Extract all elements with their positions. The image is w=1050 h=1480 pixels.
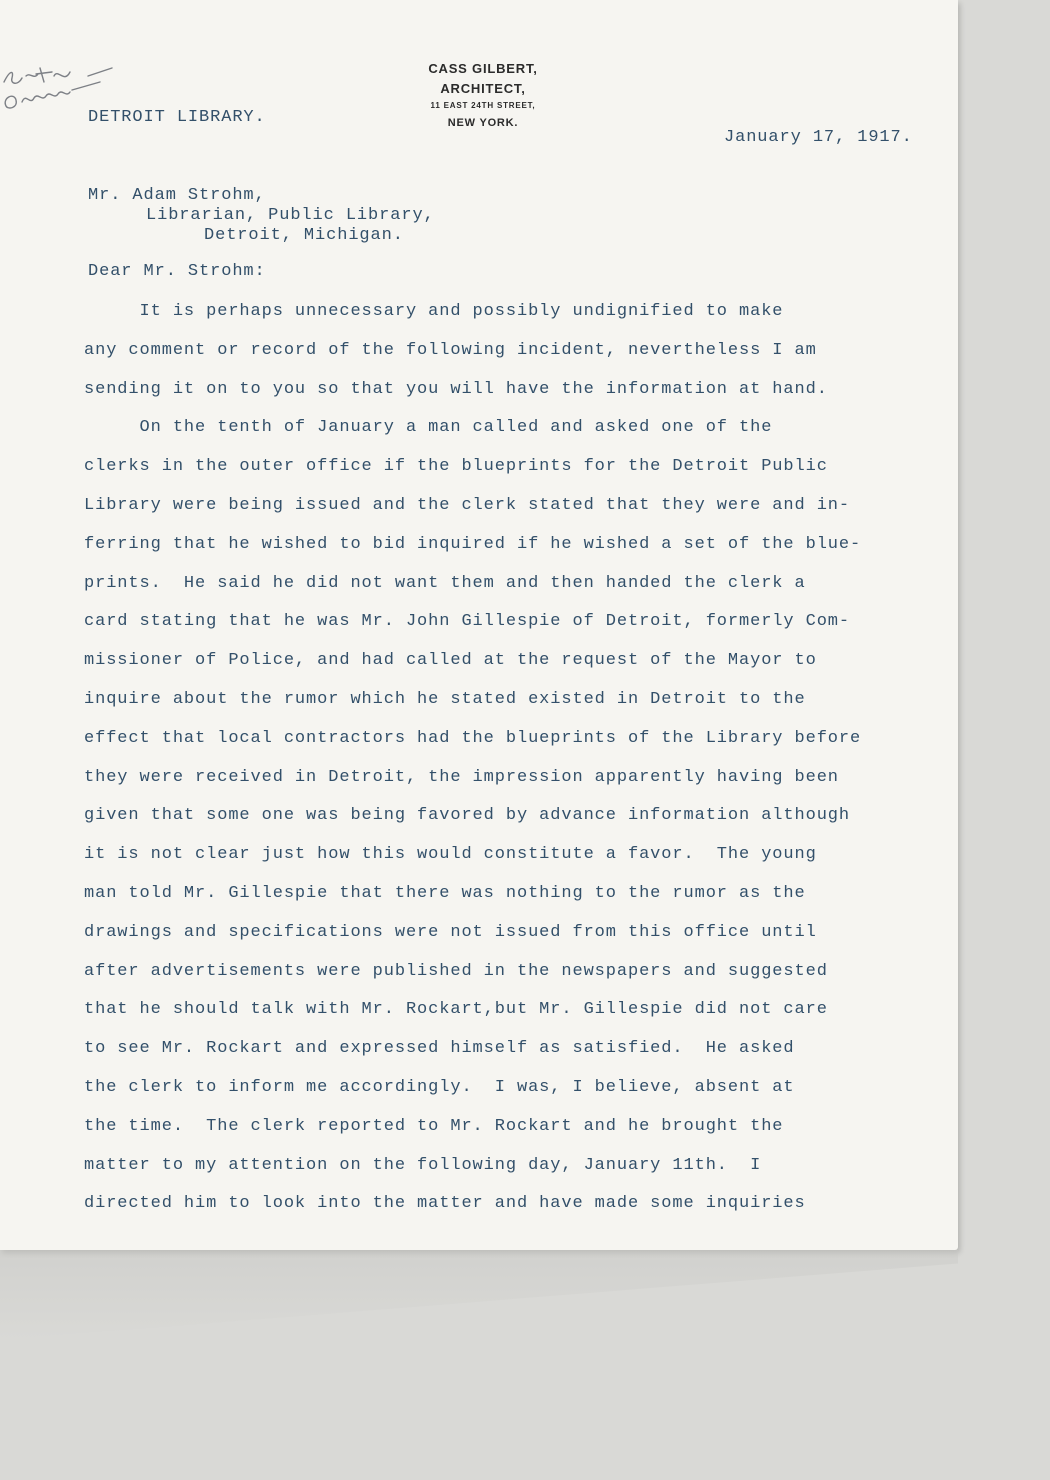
body-line: Library were being issued and the clerk stated that they were and in- [84,496,851,515]
letterhead-title: ARCHITECT, [440,81,526,96]
letter-date: January 17, 1917. [724,128,913,147]
address-line-3: Detroit, Michigan. [204,226,404,245]
body-line: any comment or record of the following incident, nevertheless I am [84,340,817,360]
body-line: matter to my attention on the following day, January 11th. I [84,1155,762,1175]
body-line: effect that local contractors had the blueprints of the Library before [84,728,862,748]
body-line: ferring that he wished to bid inquired if he wished a set of the blue- [84,534,862,554]
body-line: the clerk to inform me accordingly. I was, I believe, absent at [84,1078,795,1097]
body-line: after advertisements were published in the newspapers and suggested [84,961,828,981]
body-line: that he should talk with Mr. Rockart,but Mr. Gillespie did not care [84,1000,828,1020]
letterhead-city: NEW YORK. [447,117,519,129]
body-line: inquire about the rumor which he stated existed in Detroit to the [84,690,806,709]
body-line: given that some one was being favored by advance information although [84,806,851,826]
body-line: On the tenth of January a man called and asked one of the [84,418,773,438]
letterhead [388,58,578,133]
body-line: to see Mr. Rockart and expressed himself as satisfied. He asked [84,1039,795,1059]
address-line-2: Librarian, Public Library, [146,206,435,225]
body-line: card stating that he was Mr. John Gillespie of Detroit, formerly Com- [84,612,851,632]
address-line-1: Mr. Adam Strohm, [88,186,266,205]
letterhead-name: CASS GILBERT, [428,61,538,76]
body-line: they were received in Detroit, the impression apparently having been [84,767,839,787]
body-line: man told Mr. Gillespie that there was nothing to the rumor as the [84,884,806,903]
letterhead-street: 11 EAST 24TH STREET, [430,101,536,110]
body-line: sending it on to you so that you will have the information at hand. [84,379,828,399]
body-line: directed him to look into the matter and have made some inquiries [84,1194,806,1214]
body-line: it is not clear just how this would constitute a favor. The young [84,845,817,865]
salutation: Dear Mr. Strohm: [88,262,266,281]
body-line: clerks in the outer office if the blueprints for the Detroit Public [84,457,828,477]
reference-line: DETROIT LIBRARY. [88,108,266,127]
body-line: missioner of Police, and had called at the request of the Mayor to [84,651,817,671]
body-line: drawings and specifications were not issued from this office until [84,922,817,942]
body-line: prints. He said he did not want them and then handed the clerk a [84,573,806,593]
body-line: the time. The clerk reported to Mr. Rockart and he brought the [84,1116,784,1136]
body-line: It is perhaps unnecessary and possibly undignified to make [84,302,784,321]
